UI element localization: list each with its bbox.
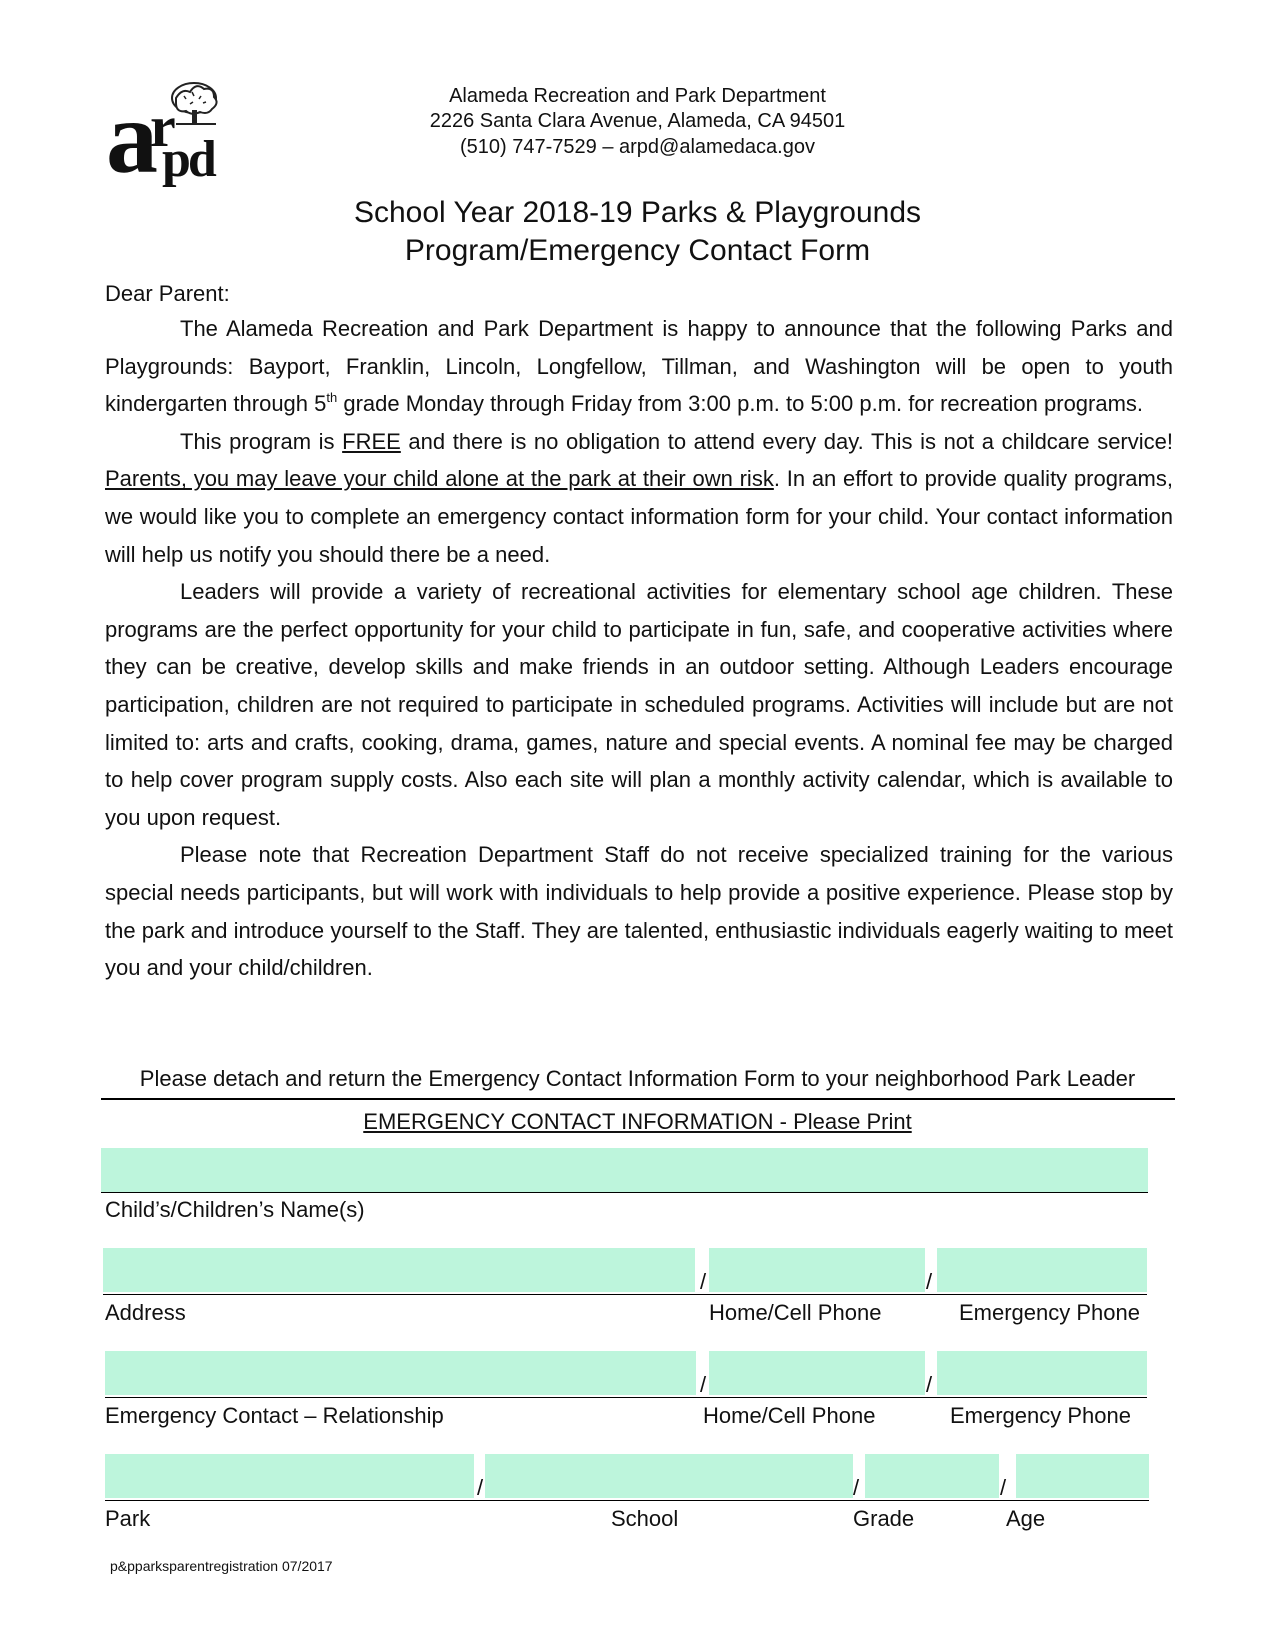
- emergency-phone-input[interactable]: [937, 1248, 1147, 1292]
- salutation: Dear Parent:: [105, 281, 230, 306]
- paragraph-2: This program is FREE and there is no obligation to attend every day. This is not a childcare service! Parents, you may leave your child alone at the park at their own risk. In an effort to provide quality programs, we would like you to complete an emergency contact information form for your child. Your contact information will help us notify you should there be a need.: [105, 428, 1173, 567]
- detach-line: [101, 1098, 1175, 1100]
- age-label: Age: [1006, 1506, 1046, 1531]
- detach-instructions: Please detach and return the Emergency Contact Information Form to your neighborhood Park Leader: [139, 1066, 1136, 1091]
- org-contact: (510) 747-7529 – arpd@alamedaca.gov: [460, 136, 815, 158]
- emergency-contact-label: Emergency Contact – Relationship: [105, 1403, 444, 1428]
- school-input[interactable]: [485, 1454, 853, 1498]
- separator: /: [700, 1269, 707, 1294]
- ordinal-suffix: th: [326, 390, 338, 406]
- separator: /: [853, 1475, 860, 1500]
- emergency-contact-phone-input[interactable]: [937, 1351, 1147, 1395]
- children-names-line: [101, 1192, 1148, 1193]
- svg-text:a: a: [106, 80, 152, 192]
- home-cell-phone-label: Home/Cell Phone: [709, 1300, 882, 1325]
- separator: /: [700, 1372, 707, 1397]
- home-cell-phone-label: Home/Cell Phone: [703, 1403, 876, 1428]
- paragraph-3: Leaders will provide a variety of recreational activities for elementary school age children. These programs are the perfect opportunity for your child to participate in fun, safe, and cooperative activities where they can be creative, develop skills and make friends in an outdoor setting. Although Leaders encourage participation, children are not required to participate in scheduled programs. Activities will include but are not limited to: arts and crafts, cooking, drama, games, nature and special events. A nominal fee may be charged to help cover program supply costs. Also each site will plan a monthly activity calendar, which is available to you upon request.: [105, 579, 1173, 830]
- org-address: 2226 Santa Clara Avenue, Alameda, CA 94501: [429, 110, 846, 132]
- address-row-line: [103, 1294, 1147, 1295]
- emergency-row-line: [105, 1397, 1147, 1398]
- park-row-line: [105, 1500, 1149, 1501]
- footer-code: p&pparksparentregistration 07/2017: [110, 1558, 333, 1574]
- children-names-input[interactable]: [101, 1148, 1148, 1192]
- separator: /: [926, 1372, 933, 1397]
- paragraph-4: Please note that Recreation Department Staff do not receive specialized training for the various special needs participants, but will work with individuals to help provide a positive experience. Please stop by the park and introduce yourself to the Staff. They are talented, enthusiastic individuals eagerly waiting to meet you and your child/children.: [105, 842, 1173, 981]
- address-label: Address: [105, 1300, 186, 1325]
- page-subtitle: Program/Emergency Contact Form: [404, 234, 871, 267]
- children-names-label: Child’s/Children’s Name(s): [105, 1197, 365, 1222]
- grade-label: Grade: [853, 1506, 915, 1531]
- park-label: Park: [105, 1506, 151, 1531]
- svg-text:r: r: [150, 94, 176, 159]
- letter-body: [105, 310, 1173, 987]
- form-title: EMERGENCY CONTACT INFORMATION - Please Print: [363, 1109, 912, 1134]
- emergency-phone-label: Emergency Phone: [959, 1300, 1140, 1325]
- separator: /: [1000, 1475, 1007, 1500]
- grade-input[interactable]: [865, 1454, 999, 1498]
- svg-text:pd: pd: [162, 131, 214, 188]
- home-cell-phone-input[interactable]: [709, 1248, 925, 1292]
- address-input[interactable]: [103, 1248, 695, 1292]
- risk-notice: Parents, you may leave your child alone at the park at their own risk: [105, 466, 774, 492]
- org-name: Alameda Recreation and Park Department: [449, 85, 826, 107]
- free-emphasis: FREE: [342, 428, 401, 454]
- page-title: School Year 2018-19 Parks & Playgrounds: [353, 196, 922, 229]
- park-input[interactable]: [105, 1454, 474, 1498]
- paragraph-1: The Alameda Recreation and Park Department is happy to announce that the following Parks and Playgrounds: Bayport, Franklin, Lincoln, Longfellow, Tillman, and Washington will be open to youth kindergarten through 5th grade Monday through Friday from 3:00 p.m. to 5:00 p.m. for recreation programs.: [105, 316, 1173, 417]
- separator: /: [926, 1269, 933, 1294]
- age-input[interactable]: [1016, 1454, 1149, 1498]
- emergency-contact-home-cell-input[interactable]: [709, 1351, 925, 1395]
- emergency-phone-label: Emergency Phone: [950, 1403, 1131, 1428]
- separator: /: [477, 1475, 484, 1500]
- emergency-contact-input[interactable]: [105, 1351, 696, 1395]
- school-label: School: [611, 1506, 679, 1531]
